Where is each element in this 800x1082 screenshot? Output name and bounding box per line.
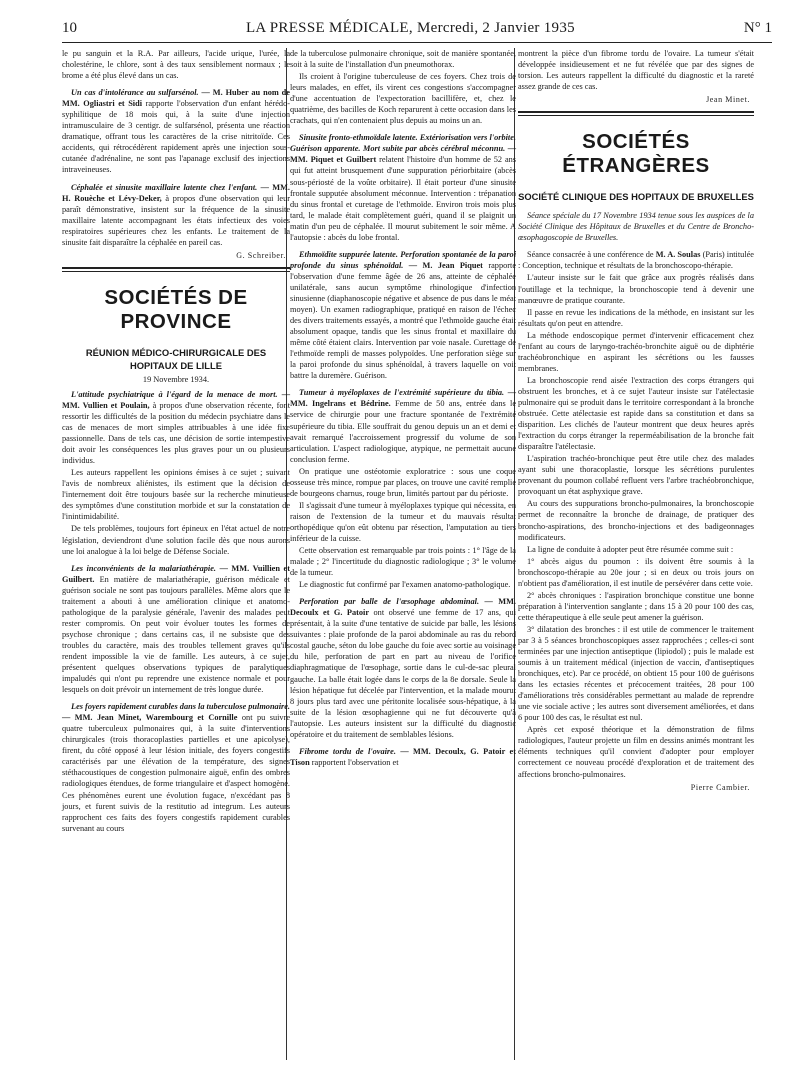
article-text: rapportent l'observation et — [311, 757, 399, 767]
signature: Pierre Cambier. — [690, 782, 750, 792]
section-heading: SOCIÉTÉS DE PROVINCE — [104, 285, 248, 333]
page-number: 10 — [62, 20, 77, 36]
paragraph: 1° abcès aigus du poumon : ils doivent être soumis à la bronchoscopo-thérapie au 20e jour ; si en deux ou trois jours on n'obtient pas d'amélioration, il est inutile de persévérer dans cette voie. — [518, 556, 754, 588]
article-text: à propos d'une observation qui leur paraît démonstrative, insistent sur la fréquence de la sinusite maxillaire latente accompagnant les états infectieux des voies respiratoires supérieures chez les enfants. Le traitement de la sinusite fait disparaître la céphalée en pareil cas. — [62, 193, 290, 247]
article-text: En matière de malariathérapie, guérison médicale et guérison sociale ne sont pas toujours parallèles. Même alors que le traitement a abouti à une amélioration clinique et anatomo-pathologique de la paralysie générale, l'avenir des malades peut rester compromis. On peut voir évoluer toutes les formes de psychose chronique ; dans certains cas, il ne subsiste que des troubles du caractère, mais des troubles tellement graves qu'ils rendent impossible la vie de famille. Les auteurs, à ce sujet, présentent quelques observations typiques de paralytiques impaludés qui n'ont pu reprendre une existence normale et pour lesquels on doit prévoir un internement de très longue durée. — [62, 574, 290, 695]
paragraph: Le diagnostic fut confirmé par l'examen anatomo-pathologique. — [299, 580, 511, 590]
article-text: à propos d'une observation récente, font ressortir les difficultés de la position du médecin psychiatre dans le cas de menaces de mort simples attribuables à une idée fixe passionnelle. Dans de tels cas, une décision de sortie intempestive doit avoir les conséquences les plus graves pour un ou plusieurs individus. — [62, 400, 291, 466]
paragraph: de la tuberculose pulmonaire chronique, soit de manière spontanée, soit à la suite de l'installation d'un pneumothorax. — [290, 49, 516, 70]
section-rule — [518, 111, 754, 113]
article-title: Tumeur à myéloplaxes de l'extrémité supérieure du tibia. — [299, 388, 505, 398]
paragraph: Au cours des suppurations broncho-pulmonaires, la bronchoscopie permet de reconnaître la bronche de drainage, de pratiquer des broncho-aspirations, des broncho-injections et des badigeonnages modificateurs. — [518, 499, 754, 542]
article-authors: — MM. H. Rouèche et Lévy-Deker, — [62, 182, 291, 203]
article-sulfarsenol — [62, 87, 290, 175]
article-title: Céphalée et sinusite maxillaire latente chez l'enfant. — [71, 182, 258, 192]
paragraph: Les auteurs rappellent les opinions émises à ce sujet ; suivant l'avis de nombreux aliénistes, ils estiment que la décision de l'internement doit être toujours basée sur la recherche minutieuse des symptômes d'une constitution morbide et sur la constatation de l'inintimidabilité. — [62, 468, 290, 522]
article-title: Ethmoïdite suppurée latente. Perforation spontanée de la paroi profonde du sinus sphénoïdal. — [290, 249, 516, 270]
column-left — [62, 48, 290, 835]
paragraph: Ils croient à l'origine tuberculeuse de ces foyers. Chez trois de leurs malades, en effet, ils virent ces congestions s'accompagner d'une accentuation de l'expectoration bacillifère, et, chez le quatrième, des bacilles de Koch reparurent à cette occasion dans les crachats, qui n'en contenaient plus depuis au moins un an. — [290, 72, 516, 126]
paragraph: montrent la pièce d'un fibrome tordu de l'ovaire. La tumeur s'était développée insidieusement et ne fut révélée que par des signes de torsion. Les auteurs rappellent la difficulté du diagnostic et la rareté assez grande de ces cas. — [518, 49, 754, 92]
article-sinusite — [290, 132, 516, 242]
paragraph: le pu sanguin et la R.A. Par ailleurs, l'acide urique, l'urée, la cholestérine, le chlore, sont à des taux sensiblement normaux ; le brome a été plus élevé dans un cas. — [62, 49, 290, 81]
article-title: Les foyers rapidement curables dans la tuberculose pulmonaire. — [71, 702, 290, 712]
article-title: Perforation par balle de l'œsophage abdominal. — [299, 597, 480, 607]
article-menace — [62, 389, 290, 466]
article-authors: — MM. Decoulx, G. Patoir et Tison — [290, 746, 516, 767]
journal-title: LA PRESSE MÉDICALE, Mercredi, 2 Janvier 1935 — [245, 20, 575, 36]
article-authors: — MM. Jean Minet, Warembourg et Cornille — [62, 713, 238, 723]
article-authors: — M. Huber au nom de MM. Ogliastri et Sidi — [62, 88, 290, 109]
session-note: Séance spéciale du 17 Novembre 1934 tenue sous les auspices de la Société Clinique des Hôpitaux de Bruxelles et du Centre de Broncho-œsophagoscopie de Bruxelles. — [518, 211, 754, 243]
issue-number: N° 1 — [743, 20, 772, 36]
section-rule — [62, 271, 290, 272]
article-authors: — MM. Ingelrans et Bédrine. — [290, 388, 516, 409]
article-title: Sinusite fronto-ethmoïdale latente. Extériorisation vers l'orbite. Guérison apparente. Mort subite par abcès cérébral méconnu. — [290, 133, 516, 154]
paragraph: La bronchoscopie rend aisée l'extraction des corps étrangers qui obstruent les bronches, et à ce sujet l'auteur insiste sur l'atélectasie pulmonaire qui se produit dans le territoire correspondant à la bronche obstruée. Cette atélectasie est rapide dans sa constitution et dans sa disparition. Les clichés de l'auteur montrent que deux heures après l'extraction du corps étranger la reperméabilisation de la bronche fait disparaître l'atélectasie. — [518, 375, 754, 452]
section-rule — [62, 267, 290, 269]
article-authors: — MM. Piquet et Guilbert — [290, 144, 516, 165]
paragraph: La ligne de conduite à adopter peut être résumée comme suit : — [527, 544, 734, 554]
article-title: Fibrome tordu de l'ovaire. — [299, 746, 396, 756]
paragraph: La méthode endoscopique permet d'intervenir efficacement chez l'enfant au cours de laryngo-trachéo-bronchite aiguë ou de diphtérie trachéobronchique en aspirant les sécrétions ou les fausses membranes. — [518, 330, 754, 373]
column-right — [518, 48, 754, 799]
paragraph — [518, 249, 754, 271]
section-heading: SOCIÉTÉS ÉTRANGÈRES — [562, 130, 710, 178]
paragraph: L'auteur insiste sur le fait que grâce aux progrès réalisés dans l'outillage et la technique, la bronchoscopie tend à devenir une manœuvre de pratique courante. — [518, 273, 754, 305]
article-text: relatent l'histoire d'un homme de 52 ans qui fut atteint brusquement d'une suppuration périorbitaire (abcès sous-périosté de la voûte orbitaire). Il était porteur d'une sinusite frontale supputée absolument méconnue. Intervention : trépanation du sinus frontal et curetage de l'ethmoïde. Environ trois mois plus tard, le malade était complètement guéri, quand il se plaignit un matin d'un peu de céphalée. Il mourut subitement le soir même. A l'autopsie : abcès du lobe frontal. — [290, 155, 517, 242]
signature: Jean Minet. — [706, 95, 750, 105]
paragraph: Cette observation est remarquable par trois points : 1° l'âge de la malade ; 2° l'incertitude du diagnostic radiologique ; 3° le volume de la tumeur. — [290, 546, 516, 578]
paragraph: L'aspiration trachéo-bronchique peut être utile chez des malades ayant subi une thoracoplastie, lorsque les sécrétions purulentes provenant du poumon collabé refluent vers l'arbre trachéobronchique, provoquant un état asphyxique grave. — [518, 454, 754, 497]
article-title: L'attitude psychiatrique à l'égard de la menace de mort. — [71, 389, 278, 399]
article-authors: — M. Jean Piquet — [408, 260, 483, 270]
paragraph: 2° abcès chroniques : l'aspiration bronchique constitue une bonne préparation à l'intervention sanglante ; dans 15 à 20 pour 100 des cas, cette thérapeutique à elle seule peut amener la guérison. — [518, 590, 754, 622]
paragraph: Il passe en revue les indications de la méthode, en insistant sur les résultats qu'on peut en attendre. — [518, 307, 754, 328]
signature: G. Schreiber. — [236, 250, 286, 260]
paragraph: Il s'agissait d'une tumeur à myéloplaxes typique qui nécessita, en raison de l'extension de la tumeur et du mauvais résultat orthopédique qu'on eût obtenu par résection, l'amputation au tiers inférieur de la cuisse. — [290, 500, 516, 543]
paragraph: 3° dilatation des bronches : il est utile de commencer le traitement par 3 à 5 séances bronchoscopiques assez rapprochées ; celles-ci sont terminées par une injection antiseptique (lipiodol) ; puis le malade est soumis à un traitement médical (injection de vaccin, d'antiseptiques bronchiques, etc). Par ce procédé, on obtient 15 pour 100 de guérisons dans les ectasies récentes et précocement traitées, 28 pour 100 d'améliorations très considérables permettant au malade de reprendre une vie sociale active ; les autres sont diversement améliorées, et dans 6 pour 100 des cas, le résultat est nul. — [518, 624, 754, 723]
article-perforation — [290, 596, 516, 740]
article-title: Les inconvénients de la malariathérapie. — [71, 563, 216, 573]
article-text: rapporte l'observation d'une femme âgée de 26 ans, atteinte de céphalée unilatérale, sans aucun symptôme rhinologique d'infection sinusienne (diaphanoscopie négative et absence de pus dans le méat moyen). Un examen radiographique, pratiqué en raison de l'échec des divers traitements essayés, a montré que l'ethmoïde gauche était absolument opaque, tandis que les sinus frontal et maxillaire du même côté étaient clairs. Intervention par voie nasale. Curettage de l'ethmoïde rempli de masses polypoïdes. Une perforation siège sur la paroi profonde du sinus sphénoïdal, à travers laquelle on voit battre la duremère. Guérison. — [290, 260, 517, 381]
paragraph: De tels problèmes, toujours fort épineux en l'état actuel de notre législation, deviendront d'une solution facile dès que nous aurons une loi analogue à la loi belge de Défense Sociale. — [62, 524, 290, 556]
article-text: Femme de 50 ans, entrée dans le service de chirurgie pour une fracture spontanée de l'extrémité supérieure du tibia. Elle souffrait du genou depuis un an et demi et avait remarqué l'accroissement progressif du volume de son articulation. L'aspect radiologique, atypique, ne permettait aucune conclusion ferme. — [290, 399, 517, 464]
article-cephalee — [62, 182, 290, 248]
article-text: ont observé une femme de 17 ans, qui présentait, à la suite d'une tentative de suicide par balle, les lésions suivantes : plaie profonde de la paroi abdominale au ras du rebord costal gauche, séton du lobe gauche du foie avec sortie au voisinage du hile, perforation de part en part au niveau de l'orifice diaphragmatique de l'œsophage, sortie dans le cul-de-sac pleural gauche. La balle était logée dans le corps de la 8e dorsale. Seule la lésion hépatique fut décelée par l'intervention, et la malade mourut 8 jours plus tard avec une péritonite localisée sous-hépatique, à la suite de la lésion œsophagienne qui ne fut découverte qu'à l'autopsie. Les auteurs insistent sur la difficulté du diagnostic opératoire et du traitement de semblables lésions. — [290, 608, 517, 739]
meeting-date: 19 Novembre 1934. — [142, 374, 210, 384]
header-rule — [62, 42, 772, 43]
paragraph: On pratique une ostéotomie exploratrice : sous une coque osseuse très mince, rompue par places, on trouve une cavité remplie de bourgeons charnus, rouge brun, limités partout par du périoste. — [290, 466, 516, 498]
paragraph-text: (Paris) intitulée : Conception, technique et résultats de la bronchoscopo-thérapie. — [518, 250, 754, 271]
article-text: ont pu suivre quatre tuberculeux pulmonaires qui, à la suite d'interventions chirurgicales (trois thoracoplasties partielles et une apicolyse), firent, du côté opposé à leur lésion initiale, des foyers congestifs caractérisés par une élévation de la température, des signes stéthacoustiques de congestion pulmonaire aiguë, enfin des ombres radiologiques étendues, de forme triangulaire et d'aspect homogène. Ces phénomènes eurent une évolution fugace, n'excédant pas 8 jours, et furent suivis de la restitutio ad integrum. Les auteurs rapprochent ces faits des foyers congestifs rapidement curables survenant au cours — [62, 713, 291, 833]
paragraph: Après cet exposé théorique et la démonstration de films radiologiques, l'auteur projette un film en dessins animés montrant les éléments techniques qu'il convient d'adopter pour employer correctement ce nouveau procédé d'exploration et de traitement des affections broncho-pulmonaires. — [518, 725, 754, 779]
page-header — [62, 20, 772, 42]
article-authors: — MM. Vuillien et Guilbert. — [62, 563, 290, 584]
article-tumeur — [290, 387, 516, 464]
society-name: SOCIÉTÉ CLINIQUE DES HOPITAUX DE BRUXELLES — [518, 191, 754, 203]
article-foyers — [62, 701, 290, 834]
article-ethmoidite — [290, 249, 516, 382]
article-fibrome — [290, 746, 516, 768]
article-malariatherapie — [62, 563, 290, 696]
article-authors: — MM. Vullien et Poulain, — [62, 389, 290, 410]
article-text: rapporte l'observation d'un enfant hérédo-syphilitique de 18 mois qui, à la suite d'une injection intramusculaire de 3 centigr. de sulfarsénol, présenta une réaction dramatique, offrant tous les caractères de la crise nitritoïde. Ces accidents, qui rétrocédèrent rapidement après une injection sous-cutanée d'adrénaline, ne sont pas l'apanage exclusif des injections intraveineuses. — [62, 99, 290, 175]
article-authors: — MM. Decoulx et G. Patoir — [290, 597, 516, 618]
article-authors: M. A. Soulas — [655, 250, 701, 260]
society-name: RÉUNION MÉDICO-CHIRURGICALE DES HOPITAUX DE LILLE — [85, 346, 267, 371]
section-rule — [518, 115, 754, 116]
paragraph-text: Séance consacrée à une conférence de — [527, 250, 654, 260]
column-middle — [290, 48, 516, 769]
article-title: Un cas d'intolérance au sulfarsénol. — [71, 88, 199, 98]
